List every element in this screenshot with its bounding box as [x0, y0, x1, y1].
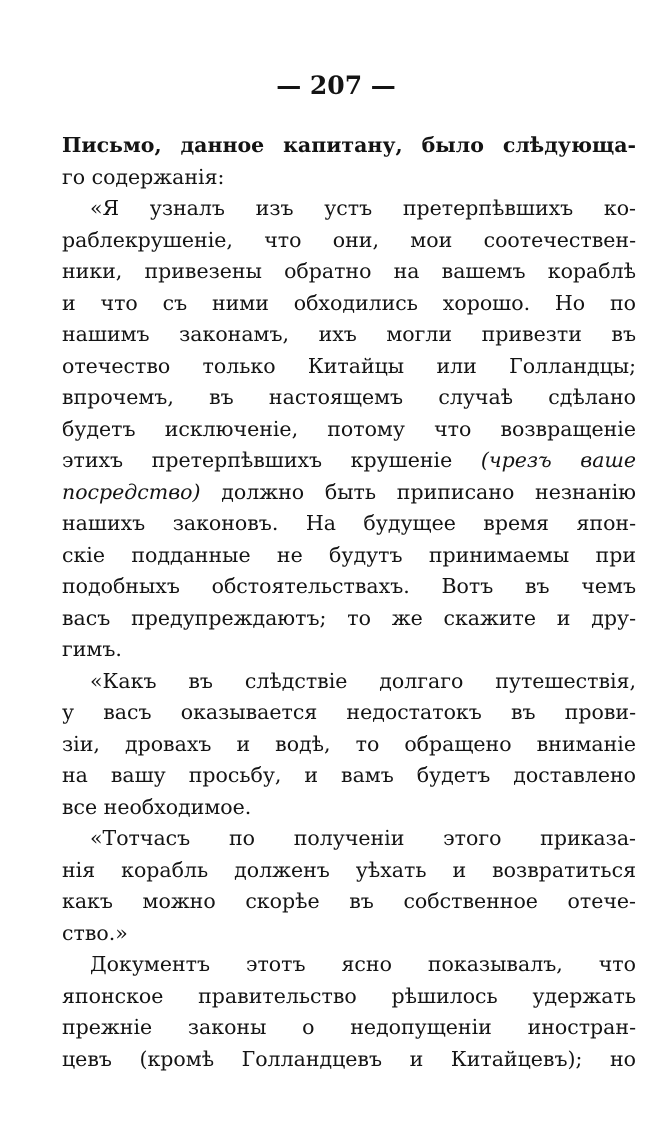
text-line: «Я узналъ изъ устъ претерпѣвшихъ ко- — [90, 196, 636, 220]
text-line: все необходимое. — [62, 794, 252, 819]
text-line: гимъ. — [62, 637, 122, 661]
text-line: зіи, дровахъ и водѣ, то обращено вниманіе — [62, 731, 636, 756]
italic-segment: посредство) — [62, 479, 201, 504]
text-line: цевъ (кромѣ Голландцевъ и Китайцевъ); но — [62, 1046, 636, 1071]
text-line: го содержанія: — [62, 164, 225, 189]
text-line: впрочемъ, въ настоящемъ случаѣ сдѣлано — [62, 385, 636, 409]
text-line: Письмо, данное капитану, было слѣдующа- — [62, 133, 636, 157]
text-line: подобныхъ обстоятельствахъ. Вотъ въ чемъ — [62, 574, 636, 598]
text-line: нашимъ законамъ, ихъ могли привезти въ — [62, 322, 636, 346]
text-line: раблекрушеніе, что они, мои соотечествен- — [62, 227, 636, 252]
text-line: ники, привезены обратно на вашемъ кораблѣ — [62, 259, 636, 283]
text-line — [62, 445, 636, 477]
text-line: японское правительство рѣшилось удержать — [62, 983, 636, 1008]
body-text — [62, 130, 636, 1075]
text-line: Документъ этотъ ясно показывалъ, что — [90, 952, 636, 976]
text-line: отечество только Китайцы или Голландцы; — [62, 353, 636, 378]
text-line: ство.» — [62, 920, 128, 945]
text-line: на вашу просьбу, и вамъ будетъ доставлено — [62, 763, 636, 787]
text-line: «Тотчасъ по полученіи этого приказа- — [90, 826, 636, 850]
text-line: васъ предупреждаютъ; то же скажите и дру- — [62, 605, 636, 630]
text-line: какъ можно скорѣе въ собственное отече- — [62, 889, 636, 913]
text-line: прежніе законы о недопущеніи иностран- — [62, 1015, 636, 1039]
text-line: скіе подданные не будутъ принимаемы при — [62, 542, 636, 567]
text-line: и что съ ними обходились хорошо. Но по — [62, 290, 636, 315]
text-line: нія корабль долженъ уѣхать и возвратиться — [62, 857, 636, 882]
text-line: «Какъ въ слѣдствіе долгаго путешествія, — [90, 668, 636, 693]
italic-segment: (чрезъ ваше — [480, 448, 636, 472]
page-number: — 207 — — [276, 71, 396, 100]
text-segment: должно быть приписано незнанію — [221, 479, 636, 504]
text-line: нашихъ законовъ. На будущее время япон- — [62, 511, 636, 535]
text-line: будетъ исключеніе, потому что возвращеніе — [62, 416, 636, 441]
text-line: у васъ оказывается недостатокъ въ прови- — [62, 700, 636, 724]
text-segment: этихъ претерпѣвшихъ крушеніе — [62, 448, 453, 472]
text-line — [62, 477, 636, 509]
